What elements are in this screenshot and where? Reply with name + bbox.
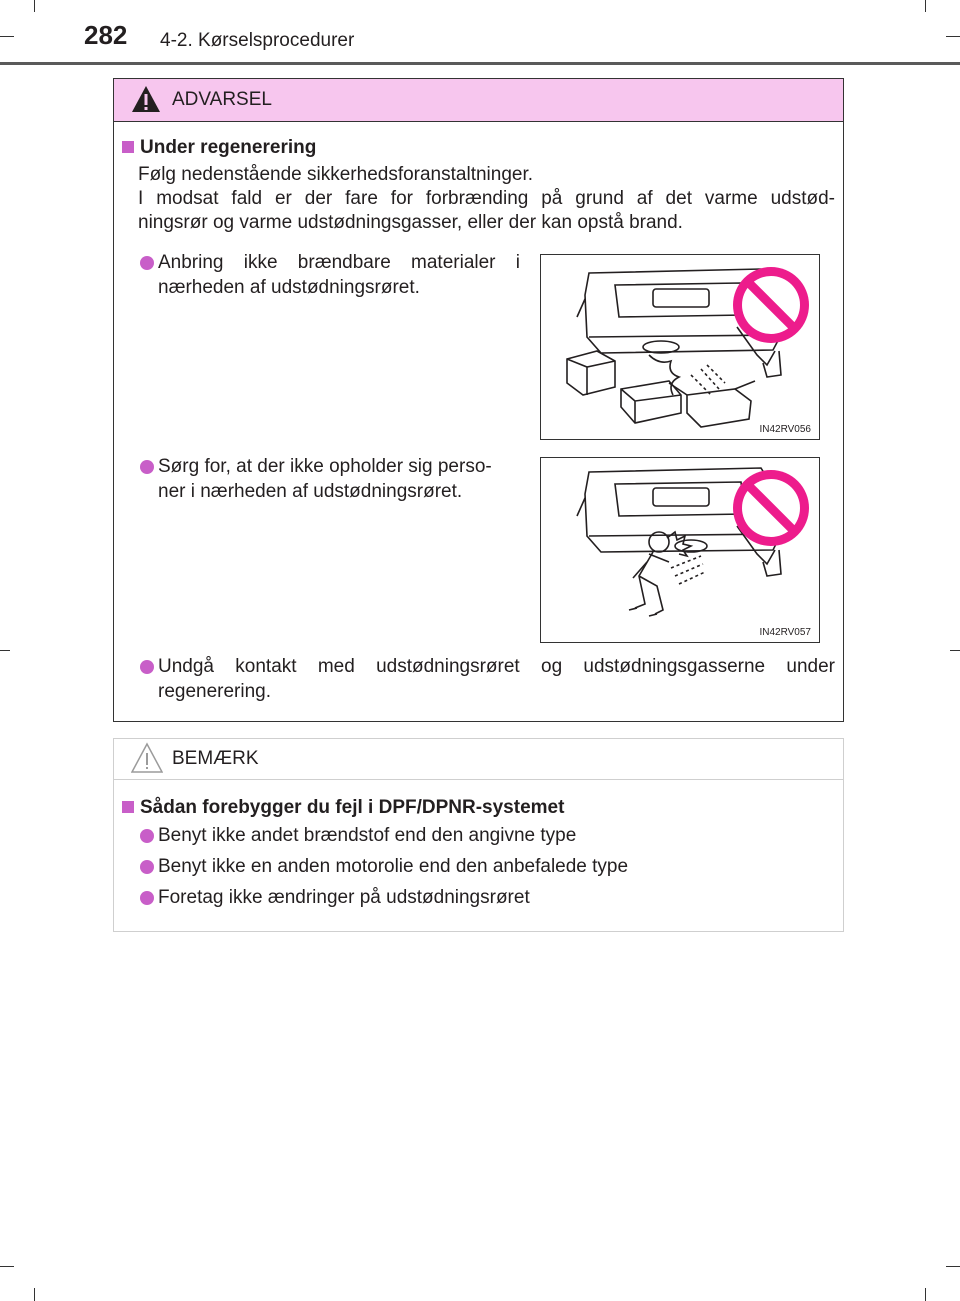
crop-mark bbox=[925, 1288, 926, 1301]
warning-label: ADVARSEL bbox=[172, 89, 272, 110]
warning-item-text: Anbring ikke brændbare materialer i bbox=[158, 252, 520, 273]
crop-mark bbox=[946, 1266, 960, 1267]
crop-mark bbox=[34, 0, 35, 12]
illustration-person-near-exhaust bbox=[540, 457, 820, 643]
bullet-icon bbox=[140, 460, 154, 474]
warning-item-text: ner i nærheden af udstødningsrøret. bbox=[158, 481, 463, 502]
crop-mark bbox=[946, 36, 960, 37]
bullet-icon bbox=[140, 256, 154, 270]
caution-icon bbox=[131, 742, 163, 774]
note-item-text: Foretag ikke ændringer på udstødningsrøret bbox=[158, 887, 530, 908]
note-heading: Sådan forebygger du fejl i DPF/DPNR-systemet bbox=[140, 797, 565, 818]
warning-intro-line: ningsrør og varme udstødningsgasser, eller der kan opstå brand. bbox=[138, 212, 683, 233]
crop-mark bbox=[0, 36, 14, 37]
warning-icon bbox=[131, 85, 161, 113]
crop-mark bbox=[0, 650, 10, 651]
warning-item-text: regenerering. bbox=[158, 681, 272, 702]
image-code: IN42RV056 bbox=[759, 424, 811, 435]
heading-square-icon bbox=[122, 141, 134, 153]
warning-intro-line: I modsat fald er der fare for forbrænding på grund af det varme udstød- bbox=[138, 188, 835, 209]
bullet-icon bbox=[140, 891, 154, 905]
header-rule bbox=[0, 62, 960, 65]
crop-mark bbox=[0, 1266, 14, 1267]
image-code: IN42RV057 bbox=[759, 627, 811, 638]
car-rear-boxes-drawing bbox=[541, 255, 820, 440]
page-number: 282 bbox=[84, 20, 128, 50]
note-item-text: Benyt ikke en anden motorolie end den anbefalede type bbox=[158, 856, 629, 877]
warning-intro-line: Følg nedenstående sikkerhedsforanstaltninger. bbox=[138, 164, 534, 185]
bullet-icon bbox=[140, 660, 154, 674]
warning-item-text: Undgå kontakt med udstødningsrøret og udstødningsgasserne under bbox=[158, 656, 835, 677]
bullet-icon bbox=[140, 860, 154, 874]
warning-item-text: nærheden af udstødningsrøret. bbox=[158, 277, 420, 298]
section-title: 4-2. Kørselsprocedurer bbox=[160, 30, 355, 51]
note-header bbox=[114, 739, 843, 780]
heading-square-icon bbox=[122, 801, 134, 813]
warning-heading: Under regenerering bbox=[140, 137, 317, 158]
illustration-flammable-materials bbox=[540, 254, 820, 440]
crop-mark bbox=[925, 0, 926, 12]
car-rear-person-drawing bbox=[541, 458, 820, 643]
note-item-text: Benyt ikke andet brændstof end den angivne type bbox=[158, 825, 577, 846]
warning-header bbox=[114, 79, 843, 122]
warning-item-text: Sørg for, at der ikke opholder sig perso- bbox=[158, 456, 492, 477]
note-label: BEMÆRK bbox=[172, 748, 259, 769]
crop-mark bbox=[950, 650, 960, 651]
crop-mark bbox=[34, 1288, 35, 1301]
bullet-icon bbox=[140, 829, 154, 843]
